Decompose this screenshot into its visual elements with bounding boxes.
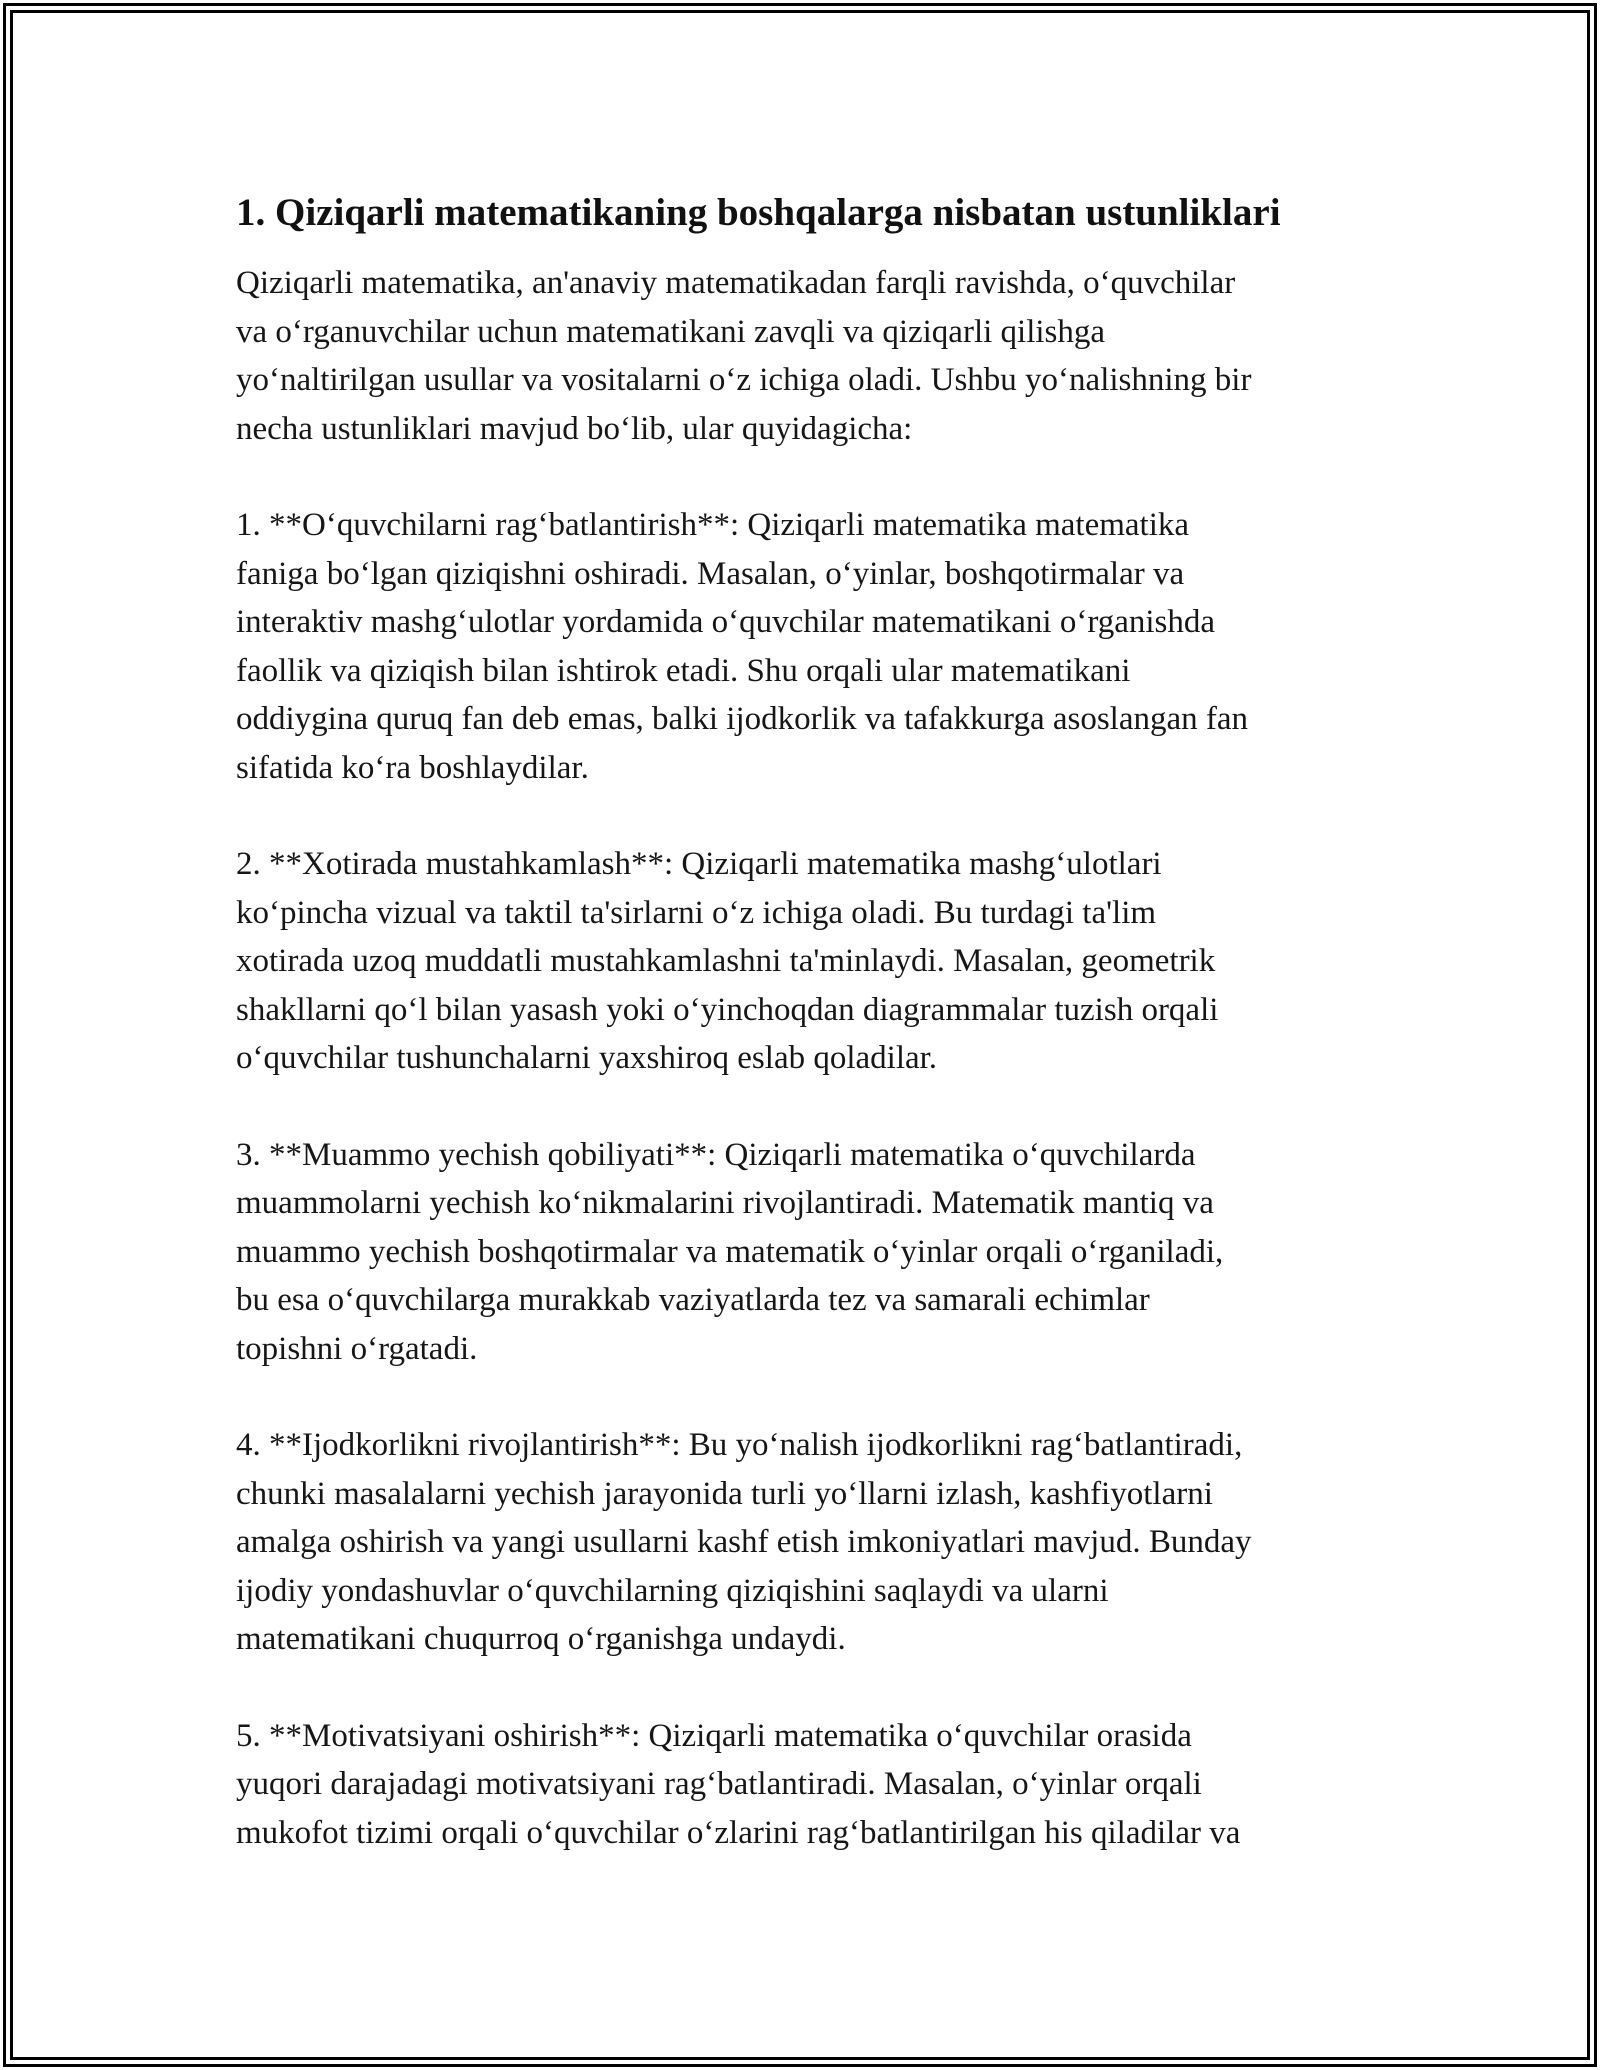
text-line: muammo yechish boshqotirmalar va matematik o‘yinlar orqali o‘rganiladi, [236,1233,1224,1270]
section-heading: 1. Qiziqarli matematikaning boshqalarga nisbatan ustunliklari [236,191,1281,234]
list-item-paragraph-5 [236,1712,1376,1858]
text-line: faollik va qiziqish bilan ishtirok etadi. Shu orqali ular matematikani [236,652,1131,689]
intro-paragraph [236,259,1376,453]
text-line: 3. **Muammo yechish qobiliyati**: Qiziqarli matematika o‘quvchilarda [236,1136,1196,1173]
text-line: necha ustunliklari mavjud bo‘lib, ular quyidagicha: [236,410,913,447]
text-line: xotirada uzoq muddatli mustahkamlashni ta'minlaydi. Masalan, geometrik [236,943,1216,979]
text-line: amalga oshirish va yangi usullarni kashf etish imkoniyatlari mavjud. Bunday [236,1524,1252,1560]
text-line: topishni o‘rgatadi. [236,1330,478,1367]
text-line: bu esa o‘quvchilarga murakkab vaziyatlarda tez va samarali echimlar [236,1282,1150,1318]
text-line: ko‘pincha vizual va taktil ta'sirlarni o‘z ichiga oladi. Bu turdagi ta'lim [236,894,1157,931]
text-line: interaktiv mashg‘ulotlar yordamida o‘quvchilar matematikani o‘rganishda [236,604,1216,640]
text-line: yo‘naltirilgan usullar va vositalarni o‘z ichiga oladi. Ushbu yo‘nalishning bir [236,362,1252,398]
list-item-paragraph-1 [236,501,1376,792]
list-item-paragraph-4 [236,1421,1376,1664]
text-line: sifatida ko‘ra boshlaydilar. [236,749,589,786]
text-line: chunki masalalarni yechish jarayonida turli yo‘llarni izlash, kashfiyotlarni [236,1475,1213,1512]
text-line: matematikani chuqurroq o‘rganishga undaydi. [236,1621,846,1657]
text-line: 5. **Motivatsiyani oshirish**: Qiziqarli matematika o‘quvchilar orasida [236,1717,1192,1754]
list-item-paragraph-2 [236,840,1376,1083]
text-line: mukofot tizimi orqali o‘quvchilar o‘zlarini rag‘batlantirilgan his qiladilar va [236,1814,1241,1851]
document-body [236,185,1376,1905]
text-line: 2. **Xotirada mustahkamlash**: Qiziqarli matematika mashg‘ulotlari [236,846,1162,882]
text-line: 4. **Ijodkorlikni rivojlantirish**: Bu yo‘nalish ijodkorlikni rag‘batlantiradi, [236,1427,1243,1463]
text-line: ijodiy yondashuvlar o‘quvchilarning qiziqishini saqlaydi va ularni [236,1572,1109,1609]
text-line: muammolarni yechish ko‘nikmalarini rivojlantiradi. Matematik mantiq va [236,1185,1214,1221]
text-line: yuqori darajadagi motivatsiyani rag‘batlantiradi. Masalan, o‘yinlar orqali [236,1766,1202,1802]
text-line: shakllarni qo‘l bilan yasash yoki o‘yinchoqdan diagrammalar tuzish orqali [236,991,1219,1028]
text-line: faniga bo‘lgan qiziqishni oshiradi. Masalan, o‘yinlar, boshqotirmalar va [236,555,1185,592]
text-line: Qiziqarli matematika, an'anaviy matematikadan farqli ravishda, o‘quvchilar [236,265,1236,301]
list-item-paragraph-3 [236,1131,1376,1374]
text-line: va o‘rganuvchilar uchun matematikani zavqli va qiziqarli qilishga [236,313,1106,350]
text-line: o‘quvchilar tushunchalarni yaxshiroq eslab qoladilar. [236,1040,938,1076]
text-line: oddiygina quruq fan deb emas, balki ijodkorlik va tafakkurga asoslangan fan [236,701,1249,737]
text-line: 1. **O‘quvchilarni rag‘batlantirish**: Qiziqarli matematika matematika [236,507,1190,543]
